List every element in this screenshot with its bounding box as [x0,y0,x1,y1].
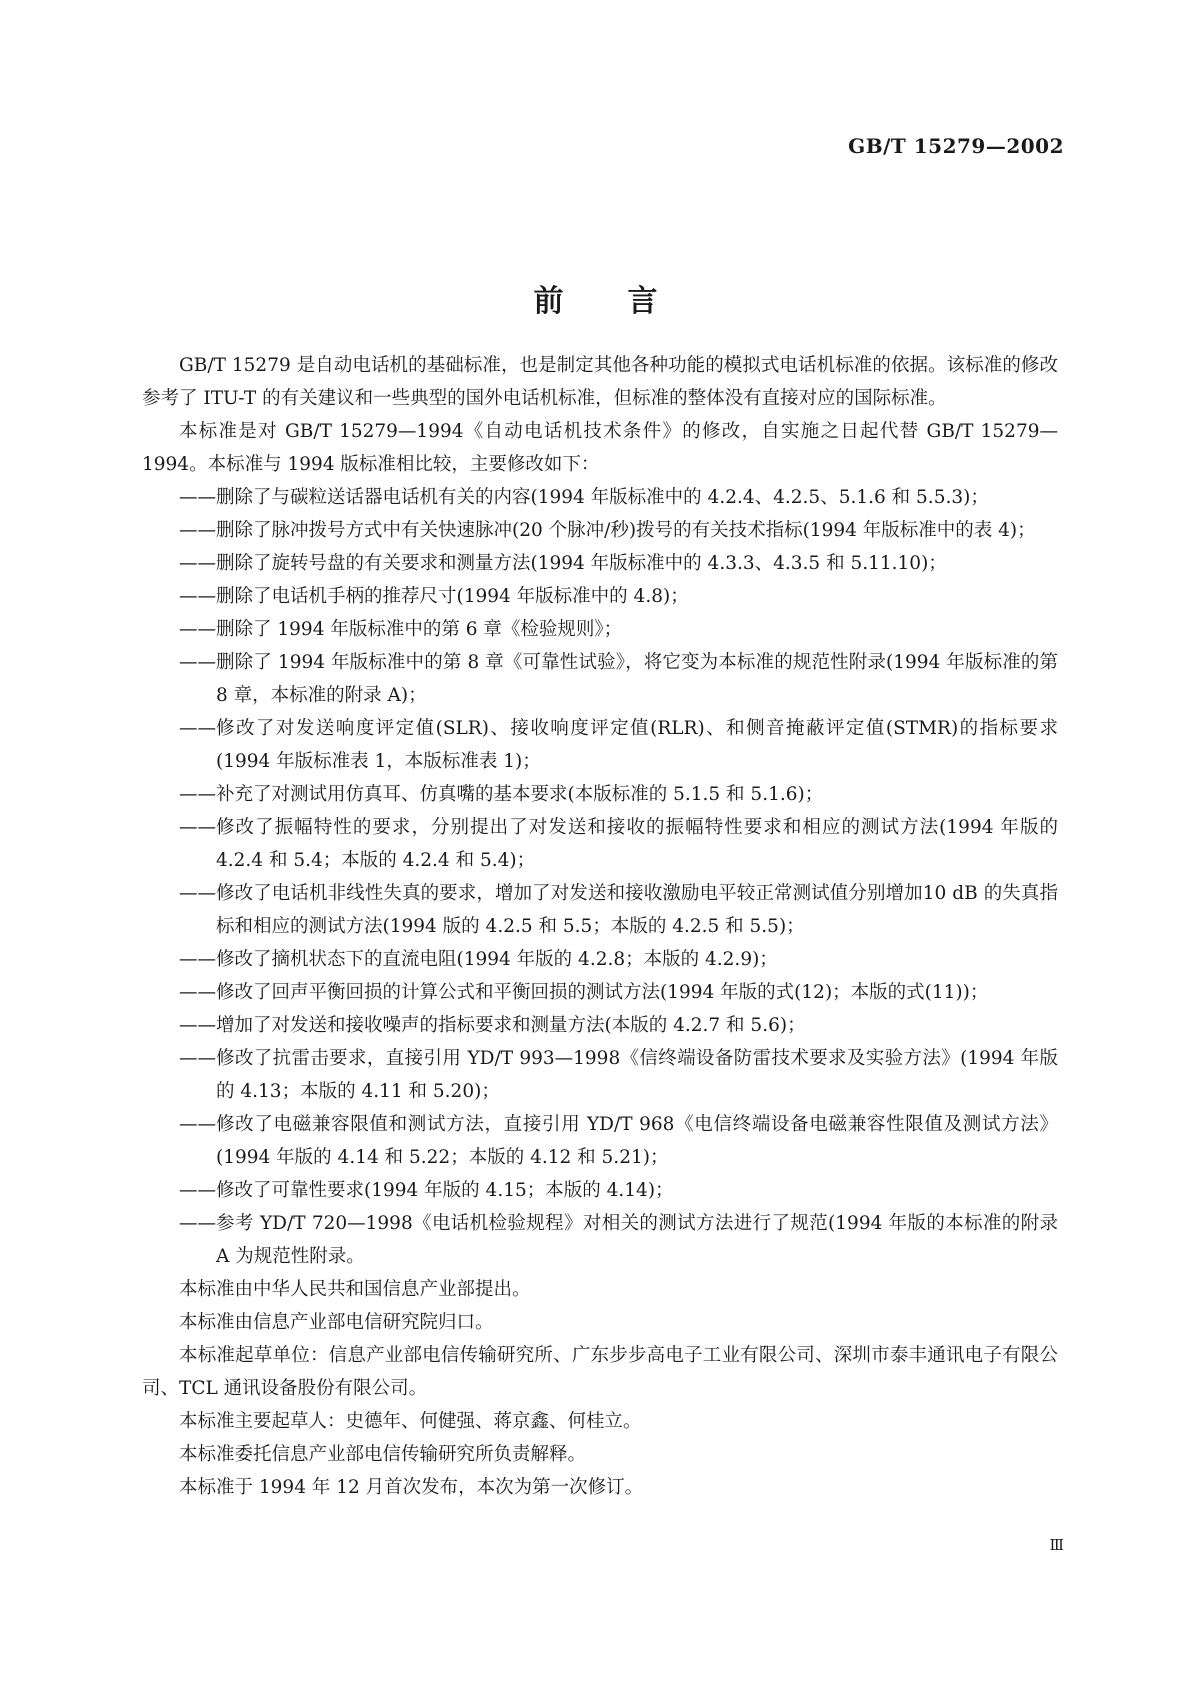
list-item [142,811,1058,877]
list-item [142,1108,1058,1174]
list-item-text: 修改了摘机状态下的直流电阻(1994 年版的 4.2.8；本版的 4.2.9)； [216,949,778,970]
list-item-text: 增加了对发送和接收噪声的指标要求和测量方法(本版的 4.2.7 和 5.6)； [216,1015,806,1036]
dash-marker: —— [179,1180,216,1201]
list-item-text: 修改了对发送响度评定值(SLR)、接收响度评定值(RLR)、和侧音掩蔽评定值(STMR)的指标要求(1994 年版标准表 1，本版标准表 1)； [216,718,1058,772]
list-item [142,1009,1058,1042]
list-item-text: 修改了电话机非线性失真的要求，增加了对发送和接收激励电平较正常测试值分别增加10 dB 的失真指标和相应的测试方法(1994 版的 4.2.5 和 5.5；本版的 4.2.5 和 5.5)； [216,883,1058,937]
dash-marker: —— [179,652,216,673]
closing-paragraph: 本标准由信息产业部电信研究院归口。 [179,1312,494,1333]
list-item-text: 修改了抗雷击要求，直接引用 YD/T 993—1998《信终端设备防雷技术要求及实验方法》(1994 年版的 4.13；本版的 4.11 和 5.20)； [216,1048,1058,1102]
list-item-text: 补充了对测试用仿真耳、仿真嘴的基本要求(本版标准的 5.1.5 和 5.1.6)； [216,784,824,805]
intro-paragraph: 本标准是对 GB/T 15279—1994《自动电话机技术条件》的修改，自实施之日起代替 GB/T 15279—1994。本标准与 1994 版标准相比较，主要修改如下： [142,421,1058,475]
list-item [142,1174,1058,1207]
list-item [142,943,1058,976]
dash-marker: —— [179,784,216,805]
list-item-text: 修改了可靠性要求(1994 年版的 4.15；本版的 4.14)； [216,1180,674,1201]
list-item-text: 删除了电话机手柄的推荐尺寸(1994 年版标准中的 4.8)； [216,586,689,607]
list-item-text: 删除了 1994 年版标准中的第 8 章《可靠性试验》，将它变为本标准的规范性附录(1994 年版标准的第 8 章，本标准的附录 A)； [216,652,1058,706]
dash-marker: —— [179,1048,216,1069]
list-item [142,877,1058,943]
closing-paragraph: 本标准于 1994 年 12 月首次发布，本次为第一次修订。 [179,1477,644,1498]
dash-marker: —— [179,553,216,574]
list-item-text: 删除了旋转号盘的有关要求和测量方法(1994 年版标准中的 4.3.3、4.3.5 和 5.11.10)； [216,553,947,574]
list-item-text: 删除了 1994 年版标准中的第 6 章《检验规则》； [216,619,623,640]
list-item [142,547,1058,580]
list-item-text: 删除了与碳粒送话器电话机有关的内容(1994 年版标准中的 4.2.4、4.2.5、5.1.6 和 5.5.3)； [216,487,989,508]
list-item [142,1207,1058,1273]
list-item [142,976,1058,1009]
dash-marker: —— [179,949,216,970]
dash-marker: —— [179,1213,216,1234]
page-number: Ⅲ [1049,1536,1064,1554]
changes-list [142,481,1058,1273]
closing-paragraph: 本标准委托信息产业部电信传输研究所负责解释。 [179,1444,587,1465]
list-item [142,514,1058,547]
list-item [142,646,1058,712]
dash-marker: —— [179,1015,216,1036]
dash-marker: —— [179,586,216,607]
dash-marker: —— [179,718,216,739]
closing-paragraph: 本标准起草单位：信息产业部电信传输研究所、广东步步高电子工业有限公司、深圳市泰丰通讯电子有限公司、TCL 通讯设备股份有限公司。 [142,1345,1058,1399]
standard-code: GB/T 15279—2002 [848,134,1064,158]
list-item [142,580,1058,613]
foreword-body [142,349,1058,1504]
list-item [142,712,1058,778]
dash-marker: —— [179,619,216,640]
closing-paragraph: 本标准主要起草人：史德年、何健强、蒋京鑫、何桂立。 [179,1411,642,1432]
page-title: 前言 [533,284,722,319]
list-item-text: 修改了回声平衡回损的计算公式和平衡回损的测试方法(1994 年版的式(12)；本版的式(11))； [216,982,989,1003]
list-item [142,613,1058,646]
intro-paragraph: GB/T 15279 是自动电话机的基础标准，也是制定其他各种功能的模拟式电话机标准的依据。该标准的修改参考了 ITU-T 的有关建议和一些典型的国外电话机标准，但标准的整体没有直接对应的国际标准。 [142,355,1058,409]
list-item-text: 修改了振幅特性的要求，分别提出了对发送和接收的振幅特性要求和相应的测试方法(1994 年版的 4.2.4 和 5.4；本版的 4.2.4 和 5.4)； [216,817,1058,871]
dash-marker: —— [179,982,216,1003]
closing-paragraph: 本标准由中华人民共和国信息产业部提出。 [179,1279,531,1300]
list-item [142,481,1058,514]
dash-marker: —— [179,883,216,904]
list-item-text: 删除了脉冲拨号方式中有关快速脉冲(20 个脉冲/秒)拨号的有关技术指标(1994 年版标准中的表 4)； [216,520,1036,541]
dash-marker: —— [179,520,216,541]
list-item [142,1042,1058,1108]
list-item-text: 修改了电磁兼容限值和测试方法，直接引用 YD/T 968《电信终端设备电磁兼容性限值及测试方法》(1994 年版的 4.14 和 5.22；本版的 4.12 和 5.21)； [216,1114,1058,1168]
dash-marker: —— [179,817,216,838]
dash-marker: —— [179,487,216,508]
dash-marker: —— [179,1114,216,1135]
list-item [142,778,1058,811]
list-item-text: 参考 YD/T 720—1998《电话机检验规程》对相关的测试方法进行了规范(1994 年版的本标准的附录 A 为规范性附录。 [216,1213,1058,1267]
